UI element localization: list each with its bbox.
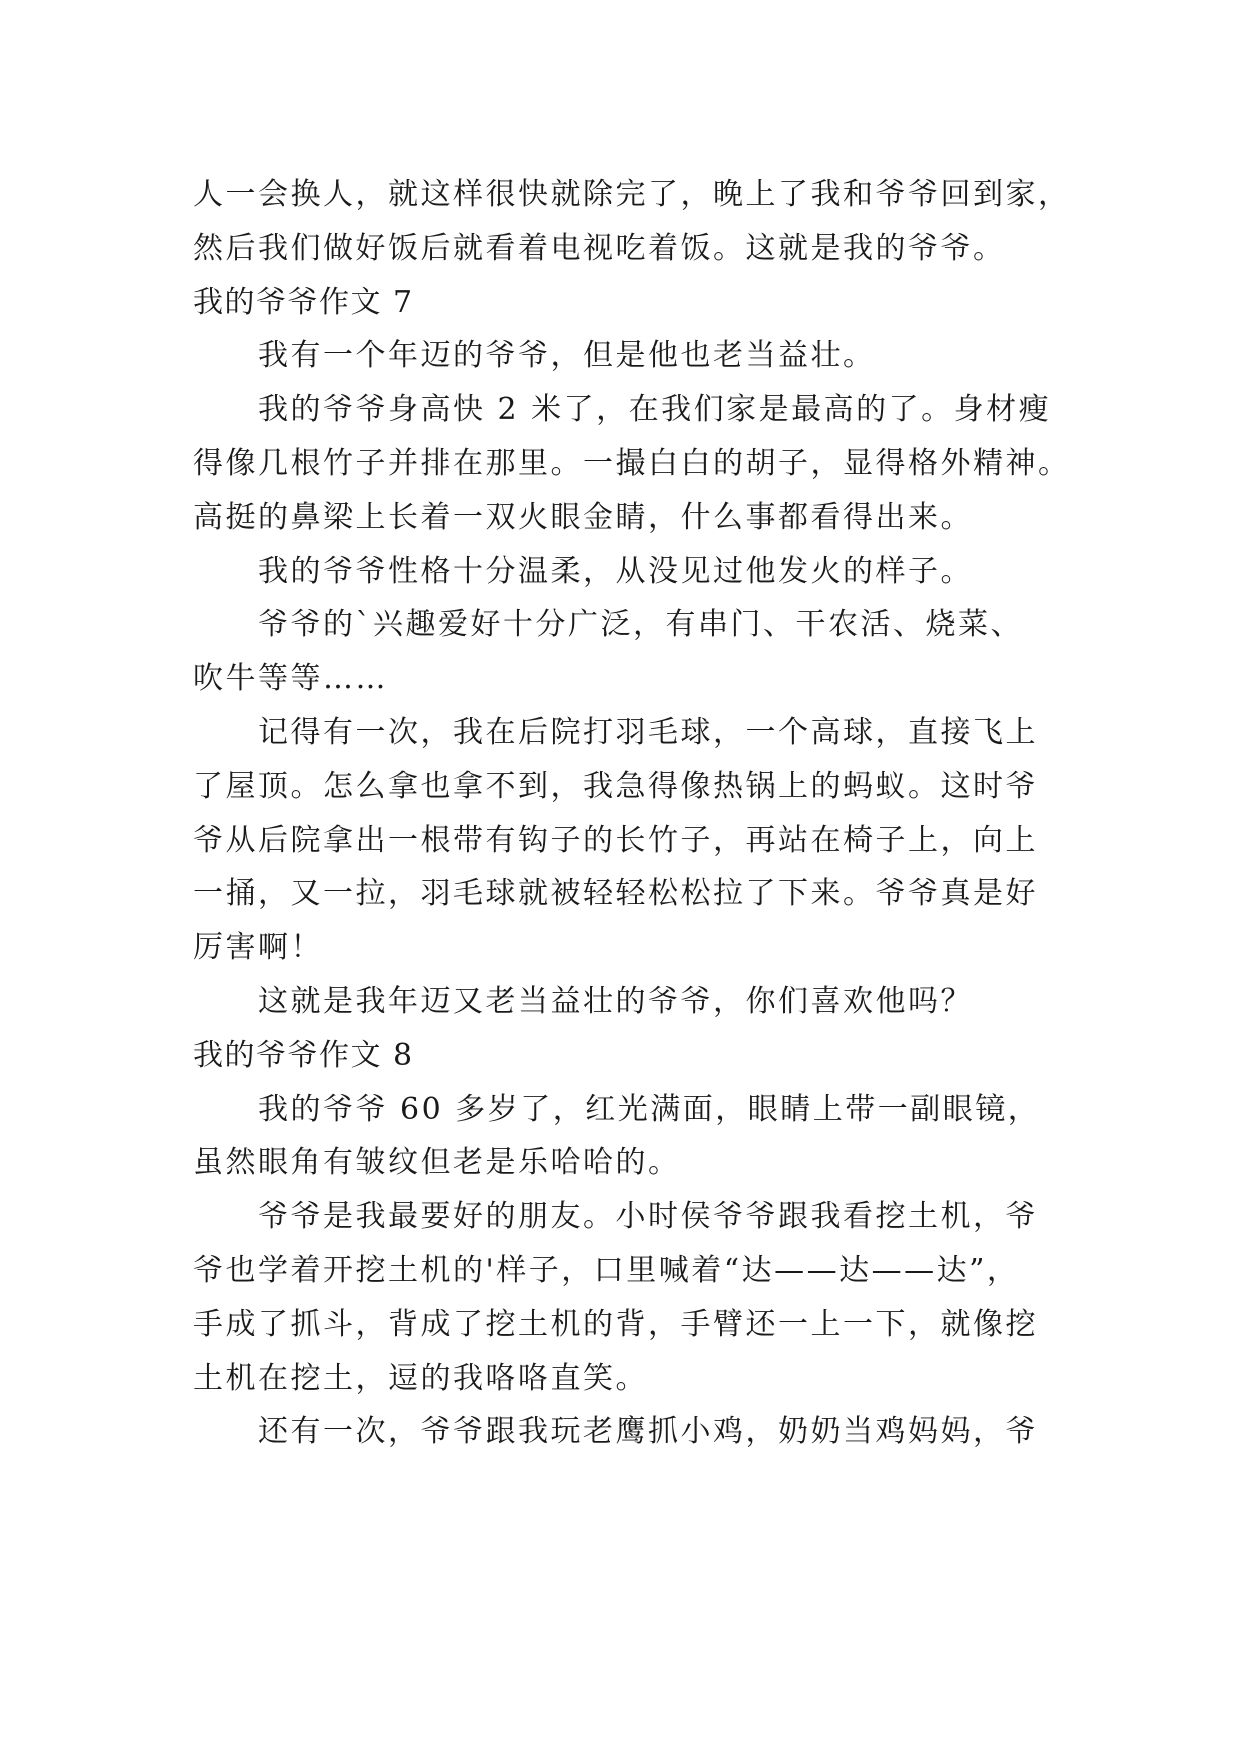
text-line: 得像几根竹子并排在那里。一撮白白的胡子，显得格外精神。	[193, 445, 1071, 481]
paragraph-start-line: 我的爷爷性格十分温柔，从没见过他发火的样子。	[258, 553, 973, 589]
paragraph-start-line: 这就是我年迈又老当益壮的爷爷，你们喜欢他吗？	[258, 983, 973, 1019]
text-line: 厉害啊！	[193, 930, 323, 966]
document-body	[193, 168, 1071, 1459]
text-line: 吹牛等等……	[193, 661, 388, 697]
text-line: 高挺的鼻梁上长着一双火眼金睛，什么事都看得出来。	[193, 499, 973, 535]
paragraph-start-line: 爷爷的`兴趣爱好十分广泛，有串门、干农活、烧菜、	[258, 607, 1023, 643]
text-line: 一捅，又一拉，羽毛球就被轻轻松松拉了下来。爷爷真是好	[193, 876, 1038, 912]
paragraph-start-line: 爷爷是我最要好的朋友。小时侯爷爷跟我看挖土机，爷	[258, 1199, 1038, 1235]
text-line: 虽然眼角有皱纹但老是乐哈哈的。	[193, 1145, 681, 1181]
essay-heading: 我的爷爷作文 8	[193, 1037, 414, 1073]
text-line: 爷也学着开挖土机的'样子，口里喊着“达——达——达”，	[193, 1252, 1020, 1288]
text-line: 手成了抓斗，背成了挖土机的背，手臂还一上一下，就像挖	[193, 1306, 1038, 1342]
text-line: 爷从后院拿出一根带有钩子的长竹子，再站在椅子上，向上	[193, 822, 1038, 858]
text-line: 土机在挖土，逗的我咯咯直笑。	[193, 1360, 648, 1396]
essay-heading: 我的爷爷作文 7	[193, 284, 414, 320]
paragraph-start-line: 我的爷爷 60 多岁了，红光满面，眼睛上带一副眼镜，	[258, 1091, 1041, 1127]
text-line: 了屋顶。怎么拿也拿不到，我急得像热锅上的蚂蚁。这时爷	[193, 768, 1038, 804]
paragraph-start-line: 我的爷爷身高快 2 米了，在我们家是最高的了。身材瘦	[258, 392, 1052, 428]
text-line: 人一会换人，就这样很快就除完了，晚上了我和爷爷回到家，	[193, 177, 1071, 212]
paragraph-start-line: 还有一次，爷爷跟我玩老鹰抓小鸡，奶奶当鸡妈妈，爷	[258, 1414, 1038, 1450]
paragraph-start-line: 记得有一次，我在后院打羽毛球，一个高球，直接飞上	[258, 714, 1038, 750]
text-line: 然后我们做好饭后就看着电视吃着饭。这就是我的爷爷。	[193, 230, 1006, 266]
paragraph-start-line: 我有一个年迈的爷爷，但是他也老当益壮。	[258, 338, 876, 374]
